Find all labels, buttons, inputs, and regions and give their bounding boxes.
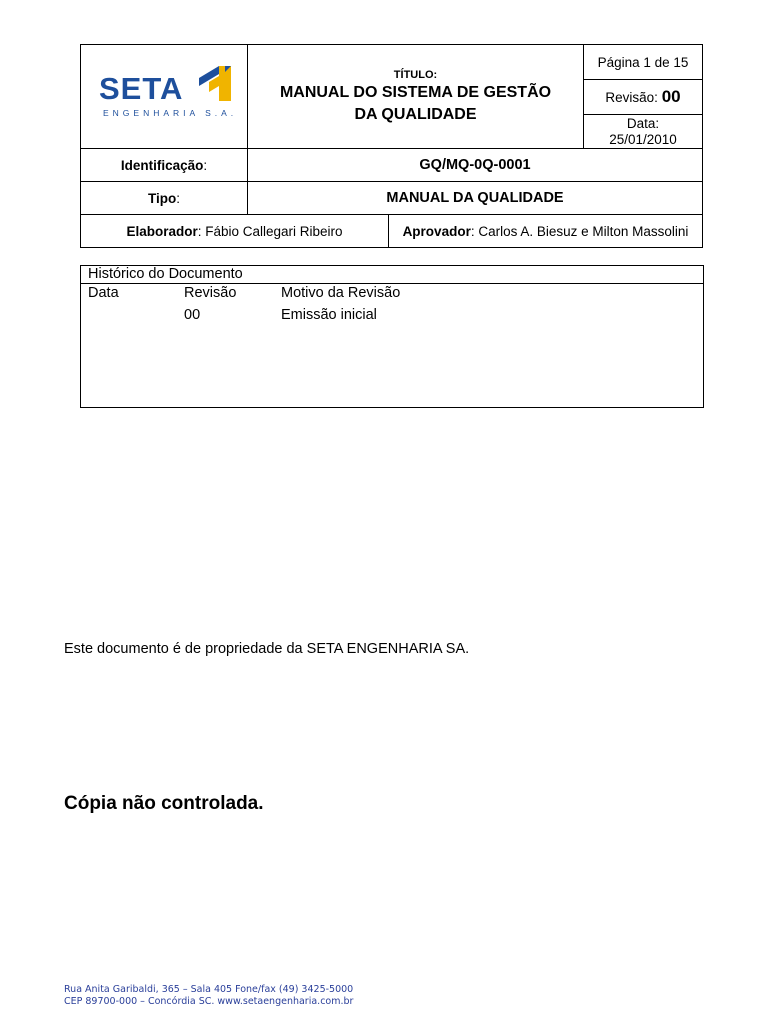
- history-row-revision: 00: [184, 307, 201, 323]
- document-title-line1: MANUAL DO SISTEMA DE GESTÃO: [279, 83, 552, 101]
- page-number: [584, 45, 703, 80]
- author-approver-row: [81, 215, 703, 248]
- title-label: TÍTULO:: [393, 68, 438, 81]
- history-row-reason: Emissão inicial: [281, 307, 377, 323]
- history-row: [81, 306, 703, 328]
- approver-label: Aprovador: [402, 223, 471, 239]
- document-history-table: [80, 265, 704, 408]
- approver-value: Carlos A. Biesuz e Milton Massolini: [478, 223, 689, 239]
- identification-label-cell: Identificação:: [81, 149, 248, 182]
- title-cell: [248, 45, 584, 149]
- history-header-row: [81, 284, 703, 306]
- identification-value: GQ/MQ-0Q-0001: [248, 149, 703, 182]
- footer-address-line1: Rua Anita Garibaldi, 365 – Sala 405 Fone/fax (49) 3425-5000: [64, 984, 354, 995]
- date-cell: [584, 115, 703, 149]
- page-footer: [64, 984, 353, 1008]
- date-value: 25/01/2010: [609, 131, 677, 147]
- date-label: Data:: [626, 115, 660, 131]
- logo-subtitle: ENGENHARIA S.A.: [103, 108, 238, 118]
- revision-cell: [584, 80, 703, 115]
- history-title: Histórico do Documento: [81, 266, 703, 284]
- seta-logo: [99, 63, 238, 118]
- history-col-date: Data: [88, 285, 119, 301]
- approver-cell: Aprovador : Carlos A. Biesuz e Milton Massolini: [402, 223, 689, 239]
- property-notice: Este documento é de propriedade da SETA ENGENHARIA SA.: [64, 641, 470, 657]
- author-label: Elaborador: [126, 223, 198, 239]
- type-value: MANUAL DA QUALIDADE: [248, 182, 703, 215]
- author-value: Fábio Callegari Ribeiro: [205, 223, 343, 239]
- type-label: Tipo: [147, 190, 177, 206]
- identification-label: Identificação: [120, 157, 204, 173]
- logo-word: SETA: [99, 71, 184, 106]
- revision-label: Revisão:: [605, 90, 658, 105]
- revision-value: 00: [661, 87, 681, 106]
- logo-arrow-icon: [197, 64, 233, 101]
- type-label-cell: Tipo:: [81, 182, 248, 215]
- footer-address-line2: CEP 89700-000 – Concórdia SC. www.setaengenharia.com.br: [64, 996, 354, 1007]
- history-col-revision: Revisão: [184, 285, 237, 301]
- author-cell: Elaborador : Fábio Callegari Ribeiro: [81, 215, 389, 247]
- history-col-reason: Motivo da Revisão: [281, 285, 401, 301]
- document-header-table: [80, 44, 703, 248]
- document-title-line2: DA QUALIDADE: [354, 105, 477, 123]
- copy-notice: Cópia não controlada.: [64, 793, 264, 814]
- page-number-text: Página 1 de 15: [597, 54, 689, 70]
- logo-cell: [81, 45, 248, 149]
